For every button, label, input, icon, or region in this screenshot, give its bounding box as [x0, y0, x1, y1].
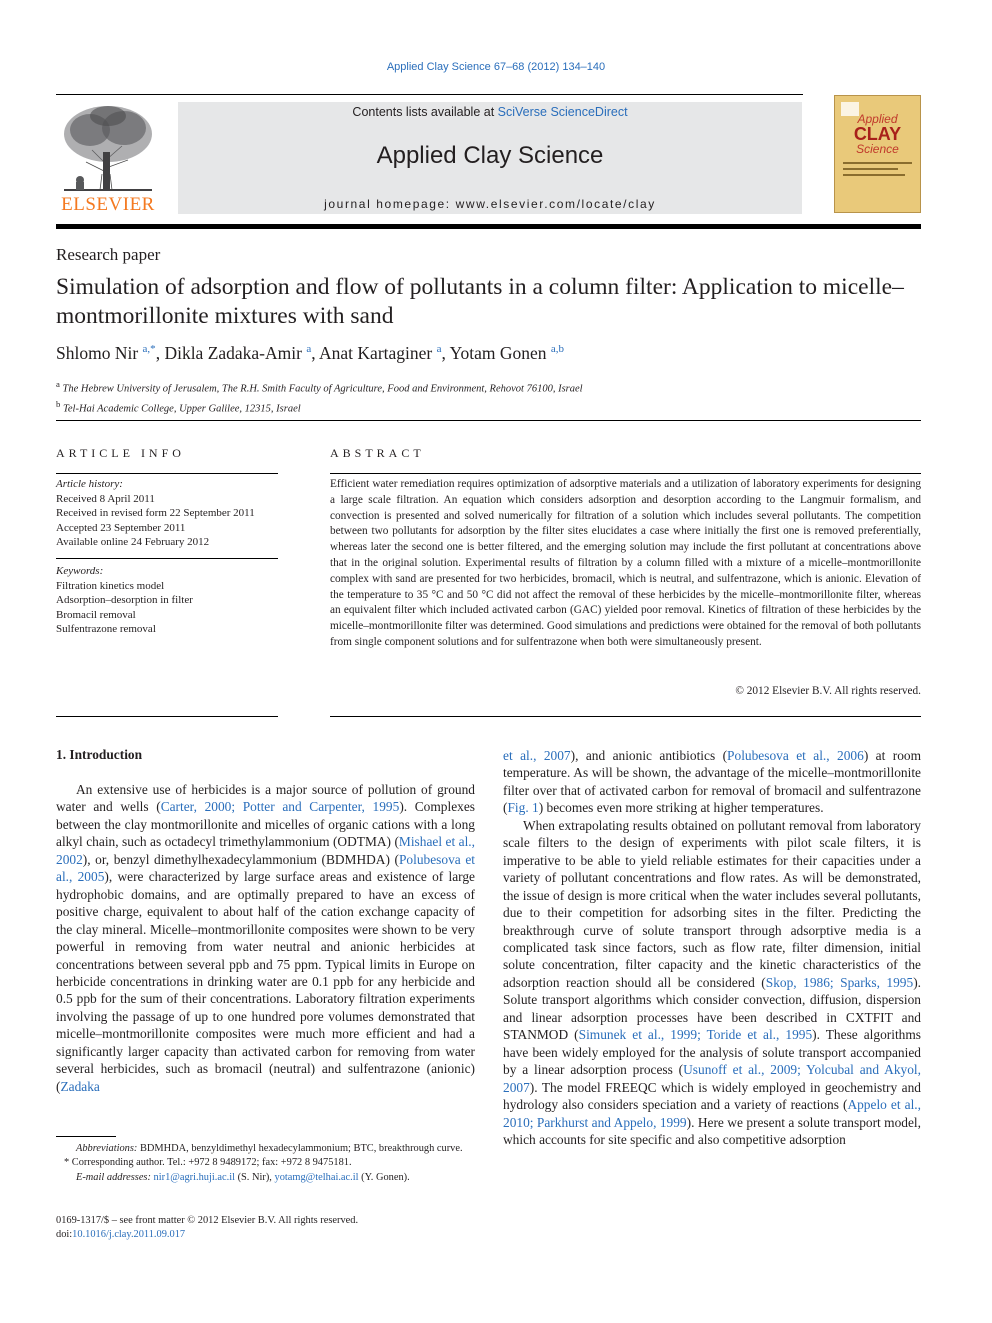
- cover-title-2: CLAY: [853, 124, 902, 144]
- citation-link[interactable]: Carter, 2000; Potter and Carpenter, 1995: [160, 799, 400, 815]
- body-paragraph: [503, 747, 921, 817]
- abstract-rule: [330, 473, 921, 474]
- abbreviations-text: BDMHDA, benzyldimethyl hexadecylammonium; BTC, breakthrough curve.: [137, 1143, 463, 1154]
- email-owner: (Y. Gonen).: [358, 1171, 410, 1183]
- journal-name: Applied Clay Science: [376, 142, 604, 169]
- citation-link[interactable]: Polubesova et al., 2006: [727, 748, 864, 763]
- email-owner: (S. Nir),: [234, 1171, 275, 1183]
- author-name: Shlomo Nir: [56, 343, 143, 363]
- contents-prefix: Contents lists available at: [352, 105, 498, 119]
- paper-type: Research paper: [56, 245, 161, 264]
- doi-prefix: doi:: [56, 1229, 73, 1241]
- abstract-text: Efficient water remediation requires optimization of adsorptive materials and a utilization of laboratory experiments for designing a large scale filtration. An equation which considers adsorption and desorption according to the Langmuir formalism, and convection is presented and solved numerically for filtration of a solution which includes several pollutants. The competition between two pollutants for adsorption by the filter sites elucidates a case where initially the first one is removed preferentially, whereas later the second one is better filtered, and the emerging solution may include the first pollutant at concentrations above that in the original solution. Experimental results of filtration by a column filled with a mixture of a micelle–montmorillonite complex with sand are presented for two herbicides, bromacil, which is neutral, and sulfentrazone, which is anionic. Elevation of the temperature to 35 °C and 50 °C did not affect the removal of these herbicides by the micelle–montmorillonite filter, whereas an equivalent filter which included activated carbon (GAC) yielded poor removal. Kinetics of filtration of these herbicides by the micelle–montmorillonite filter was determined. Good simulations and predictions were obtained for the removal of both pollutants from single component solutions and for sulfentrazone when both were simultaneously present.: [330, 478, 921, 648]
- article-info-rule: [56, 716, 278, 717]
- body-text: ), and anionic antibiotics (: [570, 748, 728, 763]
- abstract-heading: ABSTRACT: [330, 446, 425, 460]
- body-column-right: [503, 747, 921, 1148]
- body-text: ). Here we present a solute transport model, which accounts for site specific and also competitive adsorption: [503, 1114, 921, 1147]
- citation-link[interactable]: et al., 2007: [503, 748, 571, 763]
- introduction-heading: 1. Introduction: [56, 747, 143, 762]
- article-info-heading: ARTICLE INFO: [56, 446, 185, 460]
- email-footnote: [56, 1171, 475, 1185]
- author-separator: ,: [311, 343, 320, 363]
- journal-citation[interactable]: Applied Clay Science 67–68 (2012) 134–140: [386, 61, 606, 73]
- author-name: Dikla Zadaka-Amir: [164, 343, 307, 363]
- affiliation-text: Tel-Hai Academic College, Upper Galilee, 12315, Israel: [60, 403, 301, 415]
- email-label: E-mail addresses:: [76, 1171, 151, 1183]
- history-online: Available online 24 February 2012: [56, 536, 210, 549]
- citation-link[interactable]: Usunoff et al., 2009; Yolcubal and Akyol, 2007: [503, 1062, 921, 1095]
- body-text: ), were characterized by large surface areas and existence of large hydrophobic domains, and are optimally prepared to have an excess of positive charge, equivalent to about half of the cation exchange capacity of the clay mineral. Micelle–montmorillonite composites were shown to be very powerful in removing from water neutral and anionic herbicides at concentrations between several ppb and 75 ppm. Typical limits in Europe on herbicide concentrations in drinking water are 0.1 ppb for any herbicide and 0.5 ppb for the sum of their concentrations. Laboratory filtration experiments involving the passage of up to one hundred pore volumes demonstrated that micelle–montmorillonite composites were much more efficient and had a significantly larger capacity than activated carbon for removing from water several herbicides, such as bromacil (neutral) and sulfentrazone (anionic) (: [56, 869, 475, 1094]
- body-text: ). Complexes between the clay montmorillonite and micelles of organic cations with a long alkyl chain, such as octadecyl trimethylammonium (ODTMA) (: [56, 799, 475, 850]
- affiliation-mark: a: [56, 379, 60, 389]
- email-link[interactable]: nir1@agri.huji.ac.il: [153, 1171, 235, 1183]
- cover-line: [843, 174, 905, 176]
- contents-line: [178, 105, 802, 119]
- doi-link[interactable]: 10.1016/j.clay.2011.09.017: [72, 1229, 186, 1241]
- footnote-rule: [56, 1136, 116, 1137]
- author-list: [56, 343, 564, 364]
- masthead-bottom-rule: [56, 224, 921, 229]
- abstract-copyright: © 2012 Elsevier B.V. All rights reserved.: [735, 685, 921, 697]
- author-name: Anat Kartaginer: [319, 343, 437, 363]
- body-text: ), or, benzyl dimethylhexadecylammonium (BDMHDA) (: [82, 851, 399, 867]
- cover-title-1: Applied: [857, 112, 898, 126]
- body-text: ). Solute transport algorithms which consider convection, diffusion, dispersion and linear adsorption processes have been described in CXTFIT and STANMOD (: [503, 974, 921, 1043]
- sciencedirect-link[interactable]: SciVerse ScienceDirect: [497, 105, 628, 119]
- citation-link[interactable]: Polubesova et al., 2005: [56, 851, 475, 885]
- affiliation-line: [56, 397, 583, 417]
- history-revised: Received in revised form 22 September 2011: [56, 507, 255, 520]
- body-column-left: [56, 781, 475, 1095]
- author-affiliation-mark[interactable]: a: [436, 343, 442, 356]
- front-matter: [56, 1214, 475, 1243]
- body-paragraph: [503, 817, 921, 1149]
- author-affiliation-mark[interactable]: a: [306, 343, 312, 356]
- cover-title-3: Science: [856, 142, 899, 156]
- citation-link[interactable]: Mishael et al., 2002: [56, 834, 475, 867]
- article-info-rule: [56, 473, 278, 474]
- cover-line: [843, 162, 912, 164]
- body-text: ). The model FREEQC which is widely employed in geochemistry and hydrology also considers speciation and a variety of reactions (: [503, 1079, 921, 1113]
- abstract-rule: [330, 716, 921, 717]
- author-separator: ,: [441, 343, 450, 363]
- author-name: Yotam Gonen: [449, 343, 551, 363]
- history-received: Received 8 April 2011: [56, 492, 155, 505]
- masthead-top-rule: [56, 94, 803, 95]
- affiliation-mark: b: [56, 399, 61, 409]
- title-block-rule: [56, 420, 921, 421]
- body-text: ). These algorithms have been widely employed for the analysis of solute transport accompanied by a linear adsorption process (: [503, 1027, 922, 1078]
- keyword-item: Sulfentrazone removal: [56, 623, 156, 636]
- abbreviations-label: Abbreviations:: [76, 1143, 138, 1154]
- journal-cover-thumbnail[interactable]: [834, 95, 921, 213]
- article-info-rule: [56, 558, 278, 559]
- citation-link[interactable]: Skop, 1986; Sparks, 1995: [765, 974, 914, 990]
- article-history-label: Article history:: [56, 478, 123, 490]
- author-separator: ,: [155, 343, 165, 363]
- elsevier-wordmark: ELSEVIER: [61, 194, 155, 215]
- body-paragraph: [56, 781, 475, 1095]
- keywords: [56, 564, 278, 637]
- keywords-label: Keywords:: [56, 565, 104, 577]
- citation-link[interactable]: Appelo et al., 2010; Parkhurst and Appelo, 1999: [503, 1097, 922, 1130]
- citation-link[interactable]: Zadaka: [60, 1078, 100, 1094]
- body-text: An extensive use of herbicides is a major source of pollution of ground water and wells (: [56, 782, 475, 815]
- body-text: ) at room temperature. As will be shown, the advantage of the micelle–montmorillonite filter over that of activated carbon for removal of bromacil and sulfentrazone (: [503, 748, 922, 816]
- elsevier-logo: [56, 102, 160, 214]
- affiliation-text: The Hebrew University of Jerusalem, The R.H. Smith Faculty of Agriculture, Food and Environment, Rehovot 76100, Israel: [59, 383, 583, 395]
- email-link[interactable]: yotamg@telhai.ac.il: [274, 1171, 359, 1183]
- issn-line: 0169-1317/$ – see front matter © 2012 Elsevier B.V. All rights reserved.: [56, 1215, 359, 1226]
- body-text: ) becomes even more striking at higher temperatures.: [538, 800, 824, 816]
- keyword-item: Bromacil removal: [56, 608, 136, 621]
- abbreviations-footnote: [56, 1142, 475, 1156]
- affiliation-line: [56, 377, 583, 397]
- corresponding-mark: *: [64, 1157, 70, 1169]
- cover-line: [843, 168, 898, 170]
- author-affiliation-mark[interactable]: a,b: [550, 343, 565, 356]
- keyword-item: Adsorption–desorption in filter: [56, 594, 193, 607]
- history-accepted: Accepted 23 September 2011: [56, 521, 186, 534]
- corresponding-text: Corresponding author. Tel.: +972 8 9489172; fax: +972 8 9475181.: [69, 1157, 352, 1169]
- doi-line: [56, 1228, 475, 1242]
- corresponding-author-footnote: [56, 1156, 475, 1170]
- author-affiliation-mark[interactable]: a,*: [142, 343, 156, 356]
- keyword-item: Filtration kinetics model: [56, 579, 165, 592]
- affiliations: [56, 377, 583, 417]
- body-text: When extrapolating results obtained on pollutant removal from laboratory scale filters to the design of experiments with pilot scale filters, it is imperative to be able to yield reliable estimates for their capacities under a variety of pollutant concentrations and flow rates. As will be demonstrated, the issue of design is more critical when the water includes several pollutants, due to their competition for adsorbing sites in the filter. Predicting the breakthrough curve of solute transport through adsorptive media is a complicated task since factors, such as flow rate, filter dimension, initial solute concentration, filter capacity and the kinetic characteristics of the adsorption reaction should all be considered (: [503, 817, 921, 990]
- paper-title: Simulation of adsorption and flow of pollutants in a column filter: Application to micelle–montmorillonite mixtures with sand: [56, 274, 904, 329]
- citation-link[interactable]: Simunek et al., 1999; Toride et al., 1995: [578, 1027, 813, 1043]
- journal-homepage[interactable]: journal homepage: www.elsevier.com/locate/clay: [324, 197, 656, 211]
- footnotes: [56, 1142, 475, 1185]
- article-history: [56, 477, 278, 550]
- citation-link[interactable]: Fig. 1: [507, 800, 539, 816]
